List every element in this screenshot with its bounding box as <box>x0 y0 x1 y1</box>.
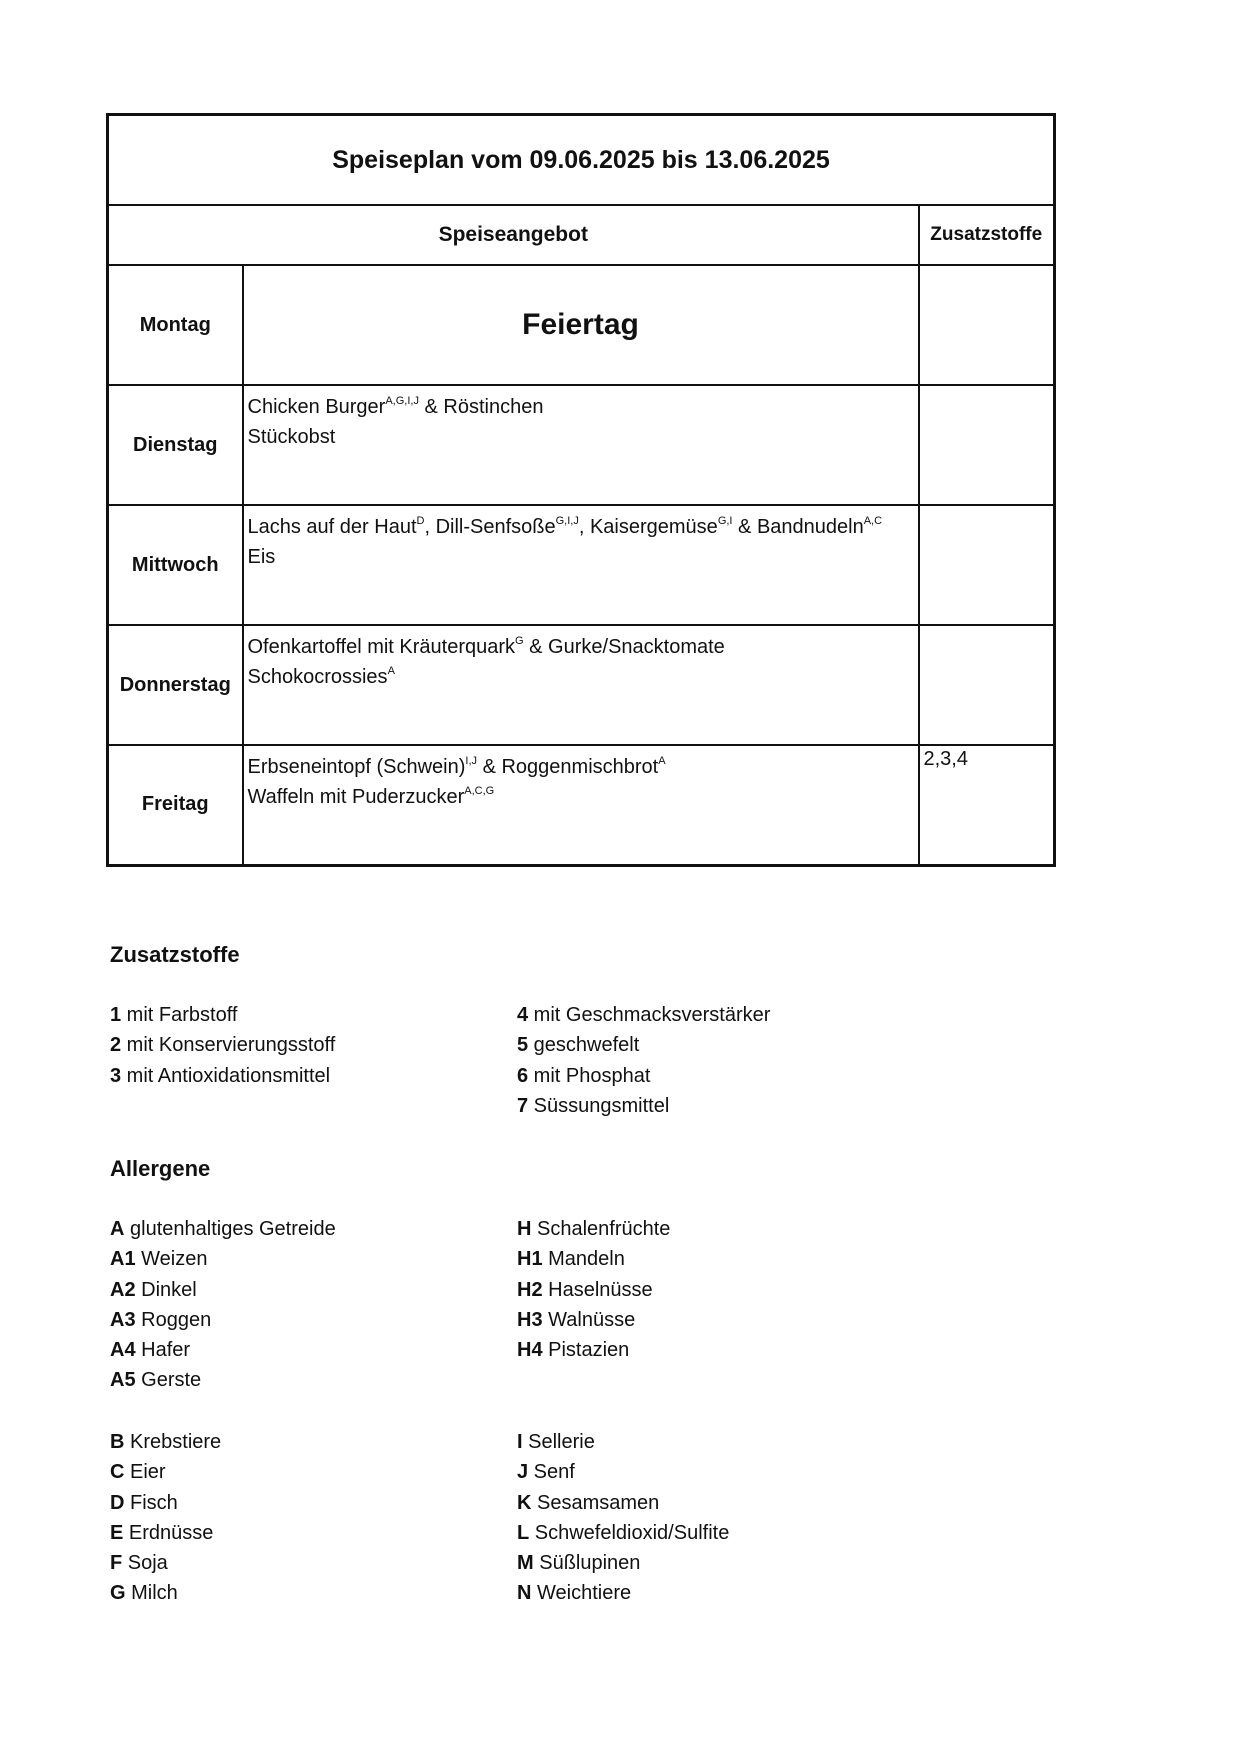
legend-item: F Soja <box>110 1552 168 1575</box>
day-row-monday <box>108 265 1055 385</box>
legend-item: 1 mit Farbstoff <box>110 1004 238 1026</box>
legend-item: 4 mit Geschmacksverstärker <box>517 1004 771 1026</box>
menu-title: Speiseplan vom 09.06.2025 bis 13.06.2025 <box>108 115 1055 206</box>
additives-title: Zusatzstoffe <box>110 942 240 967</box>
legend-item: M Süßlupinen <box>517 1552 641 1575</box>
dish-cell <box>243 385 919 505</box>
legend-item: 5 geschwefelt <box>517 1034 640 1057</box>
legend-item: H4 Pistazien <box>517 1339 630 1362</box>
legend-item: D Fisch <box>110 1491 178 1514</box>
legend-item: I Sellerie <box>517 1431 595 1453</box>
dish-main: Lachs auf der Haut$^D$, Dill-Senfsoße$^{G,I,J}$, Kaisergemüse$^{G,I}$ & Bandnudeln$^{A,C}$ <box>247 515 883 538</box>
additives-cell <box>919 265 1055 385</box>
legend-item: A2 Dinkel <box>110 1278 197 1301</box>
allergens-group2-right <box>517 1427 729 1609</box>
legend-item: C Eier <box>110 1461 166 1484</box>
legend-item: B Krebstiere <box>110 1431 222 1453</box>
allergens-group2-left <box>110 1427 221 1609</box>
additives-cell: 2,3,4 <box>919 745 1055 865</box>
header-offer: Speiseangebot <box>108 205 919 265</box>
dish-main: Erbseneintopf (Schwein)$^{I,J}$ & Roggenmischbrot$^A$ <box>247 755 666 778</box>
allergens-group1-left <box>110 1214 336 1396</box>
legend-item: 3 mit Antioxidationsmittel <box>110 1064 331 1087</box>
legend-item: H3 Walnüsse <box>517 1308 636 1331</box>
legend-item: 6 mit Phosphat <box>517 1064 651 1087</box>
legend-item: A5 Gerste <box>110 1369 202 1392</box>
legend-item: 2 mit Konservierungsstoff <box>110 1034 336 1057</box>
dish-cell <box>243 625 919 745</box>
additives-list-left <box>110 1000 335 1091</box>
legend-item: A1 Weizen <box>110 1248 208 1271</box>
holiday-label: Feiertag <box>243 265 919 385</box>
additives-cell <box>919 625 1055 745</box>
dish-cell <box>243 745 919 865</box>
legend-item: L Schwefeldioxid/Sulfite <box>517 1521 730 1544</box>
legend-item: G Milch <box>110 1582 178 1605</box>
dish-dessert: Waffeln mit Puderzucker$^{A,C,G}$ <box>247 785 495 808</box>
day-name: Montag <box>108 265 243 385</box>
allergens-group1-right <box>517 1214 670 1365</box>
additives-cell <box>919 505 1055 625</box>
legend-item: 7 Süssungsmittel <box>517 1094 670 1117</box>
dish-dessert: Schokocrossies$^A$ <box>247 665 395 688</box>
dish-dessert: Stückobst <box>247 426 336 448</box>
legend-item: H Schalenfrüchte <box>517 1218 671 1240</box>
legend-item: N Weichtiere <box>517 1582 632 1605</box>
legend-item: E Erdnüsse <box>110 1521 214 1544</box>
menu-table <box>106 113 1056 867</box>
dish-dessert: Eis <box>247 546 276 568</box>
day-name: Freitag <box>108 745 243 865</box>
header-additives: Zusatzstoffe <box>919 205 1055 265</box>
dish-cell <box>243 505 919 625</box>
day-name: Mittwoch <box>108 505 243 625</box>
legend-item: H1 Mandeln <box>517 1248 625 1271</box>
legend-item: A glutenhaltiges Getreide <box>110 1218 336 1240</box>
legend-item: H2 Haselnüsse <box>517 1278 653 1301</box>
day-row-friday <box>108 745 1055 865</box>
legend-item: A3 Roggen <box>110 1308 212 1331</box>
allergens-title: Allergene <box>110 1156 211 1181</box>
legend-item: J Senf <box>517 1461 575 1484</box>
dish-main: Chicken Burger$^{A,G,I,J}$ & Röstinchen <box>247 395 544 418</box>
legend-item: K Sesamsamen <box>517 1491 660 1514</box>
legend-item: A4 Hafer <box>110 1339 191 1362</box>
day-row-tuesday <box>108 385 1055 505</box>
additives-list-right <box>517 1000 770 1121</box>
day-row-wednesday <box>108 505 1055 625</box>
day-name: Donnerstag <box>108 625 243 745</box>
day-name: Dienstag <box>108 385 243 505</box>
dish-main: Ofenkartoffel mit Kräuterquark$^G$ & Gurke/Snacktomate <box>247 635 725 658</box>
additives-cell <box>919 385 1055 505</box>
day-row-thursday <box>108 625 1055 745</box>
